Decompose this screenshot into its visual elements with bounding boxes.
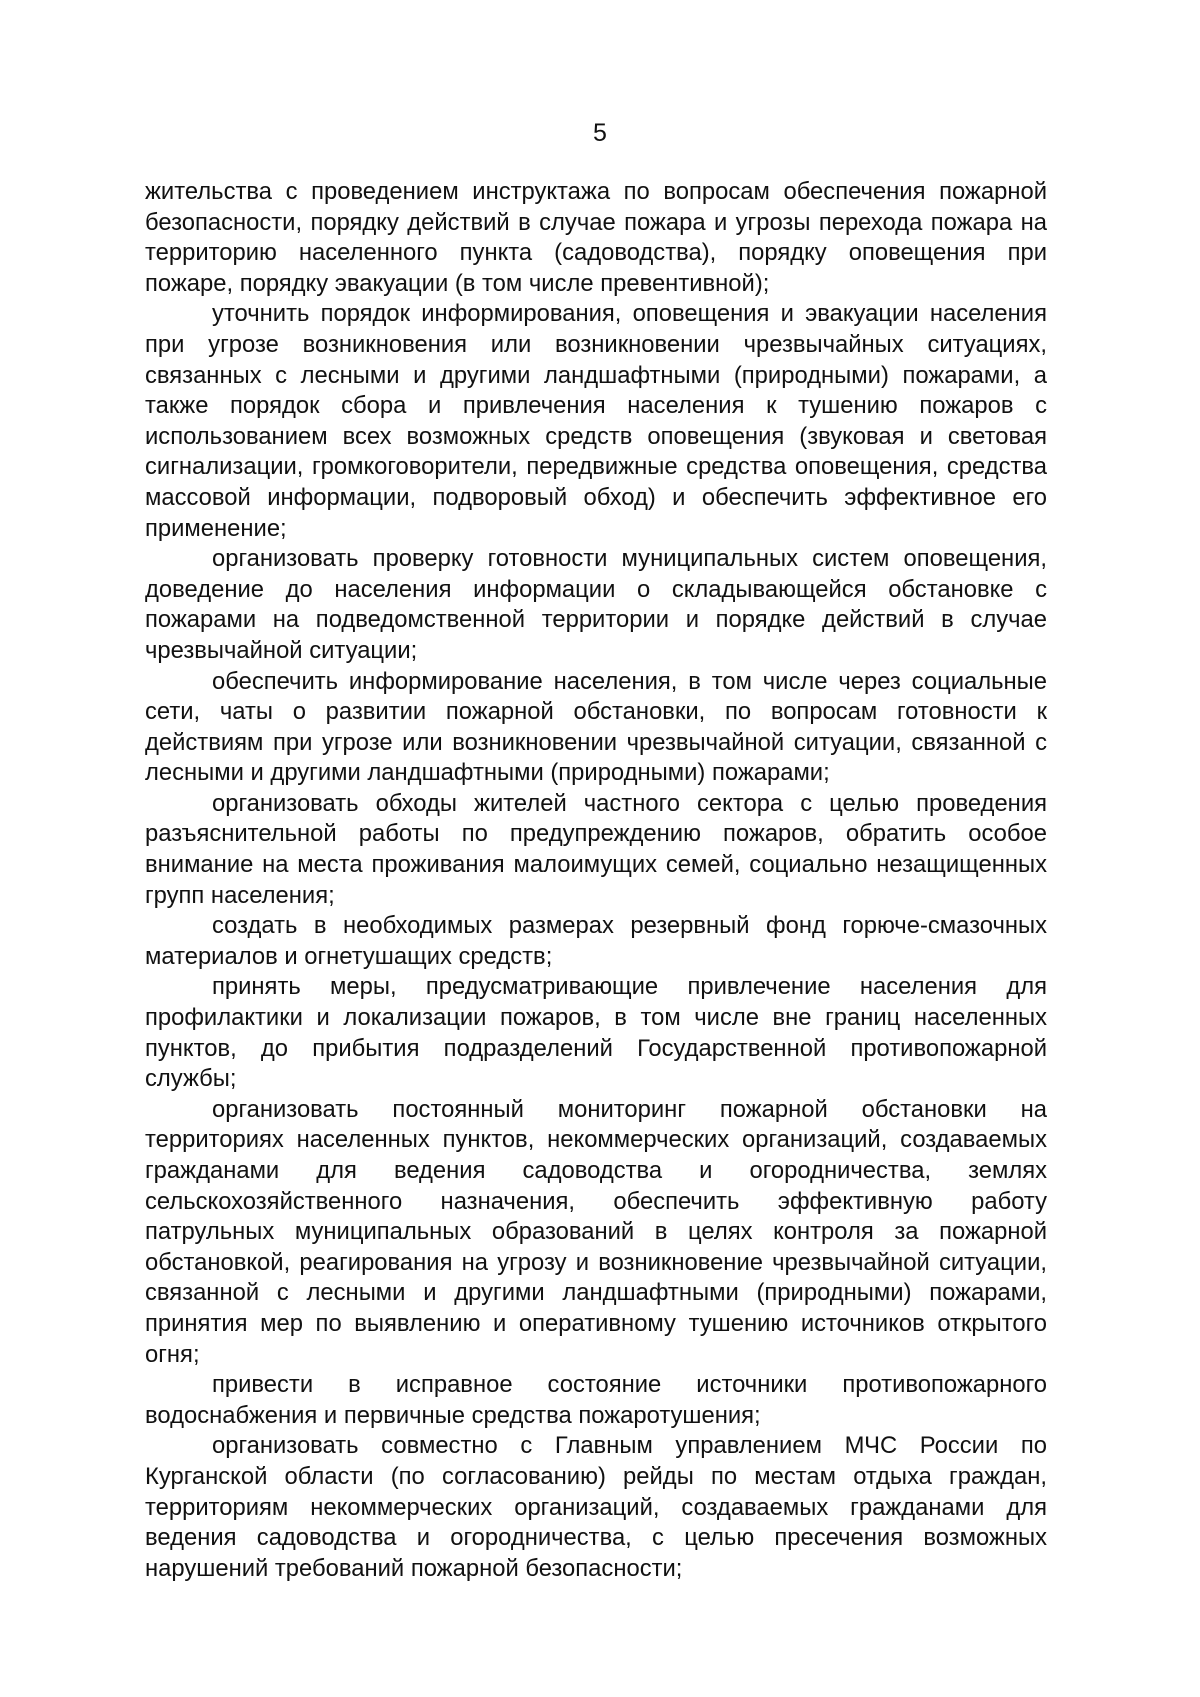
paragraph-private-sector-visits: организовать обходы жителей частного сектора с целью проведения разъяснительной работы по предупреждению пожаров, обратить особое внимание на места проживания малоимущих семей, социально незащищенных групп населения; bbox=[145, 789, 1047, 909]
paragraph-continuation: жительства с проведением инструктажа по вопросам обеспечения пожарной безопасности, порядку действий в случае пожара и угрозы перехода пожара на территорию населенного пункта (садоводства), порядку оповещения при пожаре, порядку эвакуации (в том числе превентивной); bbox=[145, 178, 1047, 297]
paragraph-water-supply: привести в исправное состояние источники противопожарного водоснабжения и первичные средства пожаротушения; bbox=[145, 1371, 1047, 1429]
paragraph-public-information: обеспечить информирование населения, в том числе через социальные сети, чаты о развитии пожарной обстановки, по вопросам готовности к действиям при угрозе или возникновении чрезвычайной ситуации, связанной с лесными и другими ландшафтными (природными) пожарами; bbox=[145, 667, 1047, 787]
paragraph-fire-monitoring: организовать постоянный мониторинг пожарной обстановки на территориях населенных пунктов, некоммерческих организаций, создаваемых гражданами для ведения садоводства и огородничества, землях сельскохозяйственного назначения, обеспечить эффективную работу патрульных муниципальных образований в целях контроля за пожарной обстановкой, реагирования на угрозу и возникновение чрезвычайной ситуации, связанной с лесными и другими ландшафтными (природными) пожарами, принятия мер по выявлению и оперативному тушению источников открытого огня; bbox=[145, 1095, 1047, 1368]
paragraph-population-involvement: принять меры, предусматривающие привлечение населения для профилактики и локализации пожаров, в том числе вне границ населенных пунктов, до прибытия подразделений Государственной противопожарной службы; bbox=[145, 973, 1047, 1093]
paragraph-reserve-fund: создать в необходимых размерах резервный фонд горюче-смазочных материалов и огнетушащих средств; bbox=[145, 912, 1047, 970]
paragraph-warning-systems-check: организовать проверку готовности муниципальных систем оповещения, доведение до населения информации о складывающейся обстановке с пожарами на подведомственной территории и порядке действий в случае чрезвычайной ситуации; bbox=[145, 545, 1047, 664]
paragraph-joint-raids: организовать совместно с Главным управлением МЧС России по Курганской области (по согласованию) рейды по местам отдыха граждан, территориям некоммерческих организаций, создаваемых гражданами для ведения садоводства и огородничества, с целью пресечения возможных нарушений требований пожарной безопасности; bbox=[145, 1432, 1047, 1582]
page-number: 5 bbox=[593, 119, 607, 147]
document-body bbox=[145, 177, 1047, 1584]
paragraph-notification-procedure: уточнить порядок информирования, оповещения и эвакуации населения при угрозе возникновения или возникновении чрезвычайных ситуациях, связанных с лесными и другими ландшафтными (природными) пожарами, а также порядок сбора и привлечения населения к тушению пожаров с использованием всех возможных средств оповещения (звуковая и световая сигнализации, громкоговорители, передвижные средства оповещения, средства массовой информации, подворовый обход) и обеспечить эффективное его применение; bbox=[145, 300, 1047, 542]
